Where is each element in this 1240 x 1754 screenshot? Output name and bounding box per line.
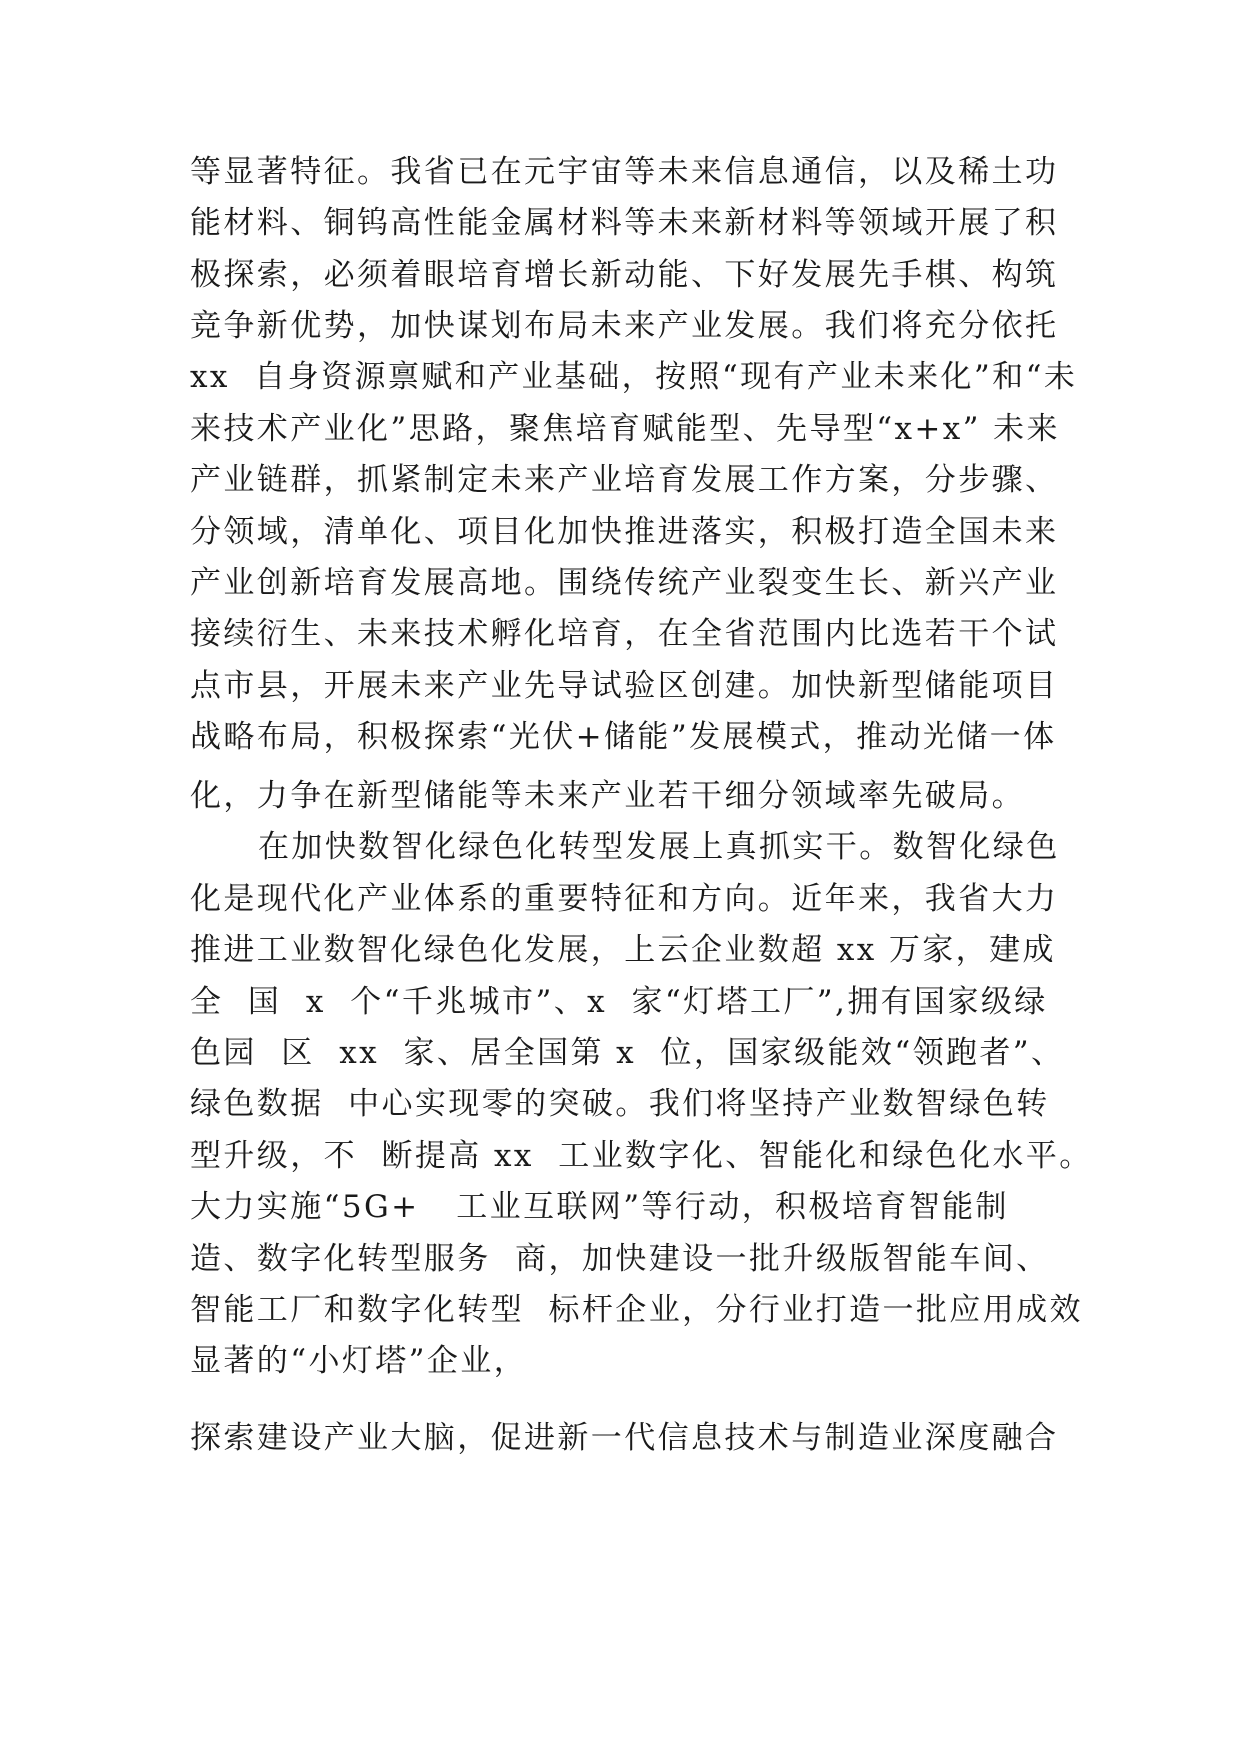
text-line: 分领域，清单化、项目化加快推进落实，积极打造全国未来 xyxy=(190,514,1059,550)
text-line: 接续衍生、未来技术孵化培育，在全省范围内比选若干个试 xyxy=(190,616,1059,652)
text-line: 全 国 x 个“千兆城市”、x 家“灯塔工厂”,拥有国家级绿 xyxy=(190,984,1048,1020)
text-line: 等显著特征。我省已在元宇宙等未来信息通信，以及稀土功 xyxy=(190,154,1059,190)
text-line: 点市县，开展未来产业先导试验区创建。加快新型储能项目 xyxy=(190,668,1059,704)
text-line: 极探索，必须着眼培育增长新动能、下好发展先手棋、构筑 xyxy=(190,257,1059,293)
text-line: 绿色数据 中心实现零的突破。我们将坚持产业数智绿色转 xyxy=(190,1086,1050,1122)
text-line: 战略布局，积极探索“光伏+储能”发展模式，推动光储一体 xyxy=(190,719,1057,755)
text-line: 能材料、铜钨高性能金属材料等未来新材料等领域开展了积 xyxy=(190,205,1059,241)
text-line: 大力实施“5G+ 工业互联网”等行动，积极培育智能制 xyxy=(190,1189,1009,1225)
text-line: 色园 区 xx 家、居全国第 x 位，国家级能效“领跑者”、 xyxy=(190,1035,1065,1071)
text-line: 造、数字化转型服务 商，加快建设一批升级版智能车间、 xyxy=(190,1241,1050,1277)
text-line: 来技术产业化”思路，聚焦培育赋能型、先导型“x+x” 未来 xyxy=(190,411,1060,447)
text-line: 型升级，不 断提高 xx 工业数字化、智能化和绿色化水平。 xyxy=(190,1138,1093,1174)
text-line: 产业创新培育发展高地。围绕传统产业裂变生长、新兴产业 xyxy=(190,565,1059,601)
text-line: 探索建设产业大脑，促进新一代信息技术与制造业深度融合 xyxy=(190,1420,1059,1456)
text-line: 显著的“小灯塔”企业， xyxy=(190,1343,528,1379)
text-line: 智能工厂和数字化转型 标杆企业，分行业打造一批应用成效 xyxy=(190,1292,1083,1328)
text-line: 化，力争在新型储能等未来产业若干细分领域率先破局。 xyxy=(190,778,1025,814)
text-line: 推进工业数智化绿色化发展，上云企业数超 xx 万家，建成 xyxy=(190,932,1056,968)
text-line: 竞争新优势，加快谋划布局未来产业发展。我们将充分依托 xyxy=(190,308,1059,344)
paragraph-heading-line: 在加快数智化绿色化转型发展上真抓实干。数智化绿色 xyxy=(258,829,1060,865)
text-line: xx 自身资源禀赋和产业基础，按照“现有产业未来化”和“未 xyxy=(190,359,1078,395)
text-line: 化是现代化产业体系的重要特征和方向。近年来，我省大力 xyxy=(190,881,1059,917)
text-line: 产业链群，抓紧制定未来产业培育发展工作方案，分步骤、 xyxy=(190,462,1059,498)
